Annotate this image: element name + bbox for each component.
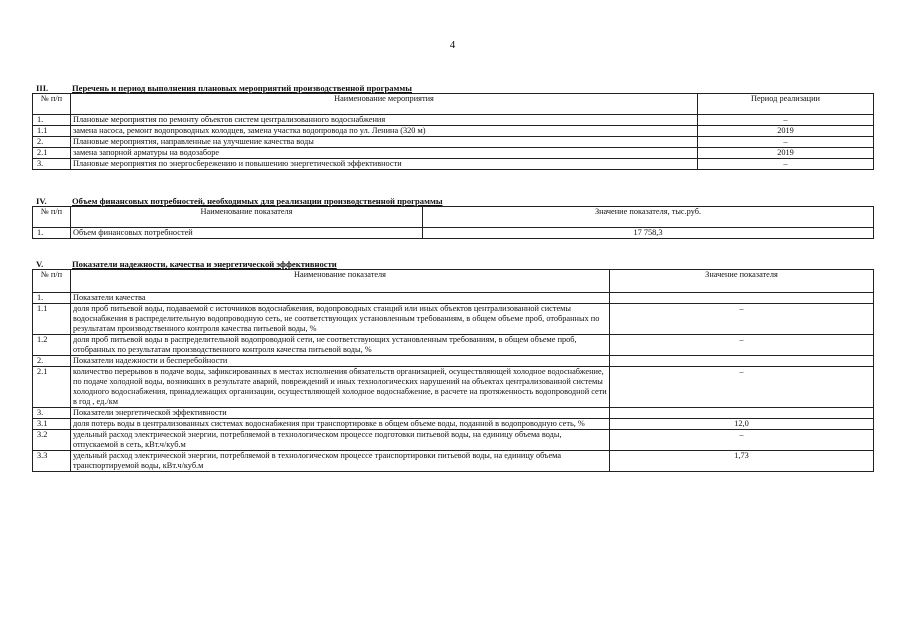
row-value <box>610 293 874 304</box>
section-number: IV. <box>36 196 47 206</box>
row-number: 1. <box>33 115 71 126</box>
table-row <box>33 159 874 170</box>
header-name: Наименование показателя <box>71 270 610 293</box>
row-number: 2.1 <box>33 367 71 408</box>
indicators-table <box>32 269 874 472</box>
table-row <box>33 356 874 367</box>
table-row <box>33 137 874 148</box>
row-name: количество перерывов в подаче воды, зафиксированных в местах исполнения обязательств организацией, осуществляющей холодное водоснабжение, по подаче холодной воды, возникших в результате аварий, повреждений и иных технологических нарушений на объектах централизованной системы холодного водоснабжения, принадлежащих организации, осуществляющей холодное водоснабжение, в расчете на протяженность водопроводной сети в год , ед./км <box>71 367 610 408</box>
row-value: – <box>610 304 874 335</box>
row-value: – <box>698 159 874 170</box>
planned-measures-table <box>32 93 874 170</box>
table-row <box>33 367 874 408</box>
row-name: Показатели качества <box>71 293 610 304</box>
row-number: 1. <box>33 228 71 239</box>
row-number: 2. <box>33 356 71 367</box>
header-value: Значение показателя, тыс.руб. <box>423 207 874 228</box>
header-name: Наименование мероприятия <box>71 94 698 115</box>
table-row <box>33 228 874 239</box>
row-number: 1.1 <box>33 304 71 335</box>
row-value: 12,0 <box>610 419 874 430</box>
table-row <box>33 451 874 472</box>
financial-needs-table <box>32 206 874 239</box>
section-heading <box>32 259 873 269</box>
table-header-row <box>33 270 874 293</box>
section-planned-measures <box>32 83 873 170</box>
row-value: 1,73 <box>610 451 874 472</box>
table-row <box>33 335 874 356</box>
row-value: – <box>610 430 874 451</box>
row-number: 3.1 <box>33 419 71 430</box>
section-number: V. <box>36 259 44 269</box>
row-number: 3. <box>33 408 71 419</box>
header-num: № п/п <box>33 270 71 293</box>
row-name: Плановые мероприятия, направленные на улучшение качества воды <box>71 137 698 148</box>
table-row <box>33 304 874 335</box>
row-value: – <box>610 367 874 408</box>
table-row <box>33 115 874 126</box>
section-title: Показатели надежности, качества и энергетической эффективности <box>72 259 337 269</box>
table-header-row <box>33 207 874 228</box>
row-number: 2.1 <box>33 148 71 159</box>
row-value: 2019 <box>698 126 874 137</box>
row-name: удельный расход электрической энергии, потребляемой в технологическом процессе подготовки питьевой воды, на единицу объема воды, отпускаемой в сеть, кВт.ч/куб.м <box>71 430 610 451</box>
header-value: Значение показателя <box>610 270 874 293</box>
row-value: – <box>698 137 874 148</box>
row-number: 3.3 <box>33 451 71 472</box>
section-number: III. <box>36 83 49 93</box>
table-row <box>33 148 874 159</box>
header-num: № п/п <box>33 207 71 228</box>
row-value: – <box>698 115 874 126</box>
table-row <box>33 430 874 451</box>
row-name: Показатели энергетической эффективности <box>71 408 610 419</box>
row-number: 1.1 <box>33 126 71 137</box>
table-header-row <box>33 94 874 115</box>
row-value: 2019 <box>698 148 874 159</box>
table-row <box>33 293 874 304</box>
section-heading <box>32 196 873 206</box>
row-number: 2. <box>33 137 71 148</box>
section-indicators <box>32 259 873 472</box>
row-name: Показатели надежности и бесперебойности <box>71 356 610 367</box>
row-name: замена насоса, ремонт водопроводных колодцев, замена участка водопровода по ул. Ленина (320 м) <box>71 126 698 137</box>
header-period: Период реализации <box>698 94 874 115</box>
row-value <box>610 356 874 367</box>
row-number: 3. <box>33 159 71 170</box>
row-number: 1.2 <box>33 335 71 356</box>
row-name: Плановые мероприятия по энергосбережению и повышению энергетической эффективности <box>71 159 698 170</box>
table-row <box>33 126 874 137</box>
table-row <box>33 419 874 430</box>
header-name: Наименование показателя <box>71 207 423 228</box>
section-title: Объем финансовых потребностей, необходимых для реализации производственной программы <box>72 196 443 206</box>
row-name: Объем финансовых потребностей <box>71 228 423 239</box>
row-name: удельный расход электрической энергии, потребляемой в технологическом процессе транспортировки питьевой воды, на единицу объема транспортируемой воды, кВт.ч/куб.м <box>71 451 610 472</box>
section-heading <box>32 83 873 93</box>
header-num: № п/п <box>33 94 71 115</box>
row-number: 3.2 <box>33 430 71 451</box>
row-number: 1. <box>33 293 71 304</box>
row-name: доля проб питьевой воды в распределительной водопроводной сети, не соответствующих установленным требованиям, в общем объеме проб, отобранных по результатам производственного контроля качества питьевой воды, % <box>71 335 610 356</box>
row-value: – <box>610 335 874 356</box>
row-value: 17 758,3 <box>423 228 874 239</box>
section-title: Перечень и период выполнения плановых мероприятий производственной программы <box>72 83 412 93</box>
row-name: доля потерь воды в централизованных системах водоснабжения при транспортировке в общем объеме воды, поданной в водопроводную сеть, % <box>71 419 610 430</box>
row-name: замена запорной арматуры на водозаборе <box>71 148 698 159</box>
page-number: 4 <box>449 39 456 51</box>
table-row <box>33 408 874 419</box>
row-value <box>610 408 874 419</box>
row-name: Плановые мероприятия по ремонту объектов систем централизованного водоснабжения <box>71 115 698 126</box>
row-name: доля проб питьевой воды, подаваемой с источников водоснабжения, водопроводных станций или иных объектов централизованной системы водоснабжения в распределительную водопроводную сеть, не соответствующих установленным требованиям, в общем объеме проб, отобранных по результатам производственного контроля качества питьевой воды, % <box>71 304 610 335</box>
section-financial-needs <box>32 196 873 239</box>
